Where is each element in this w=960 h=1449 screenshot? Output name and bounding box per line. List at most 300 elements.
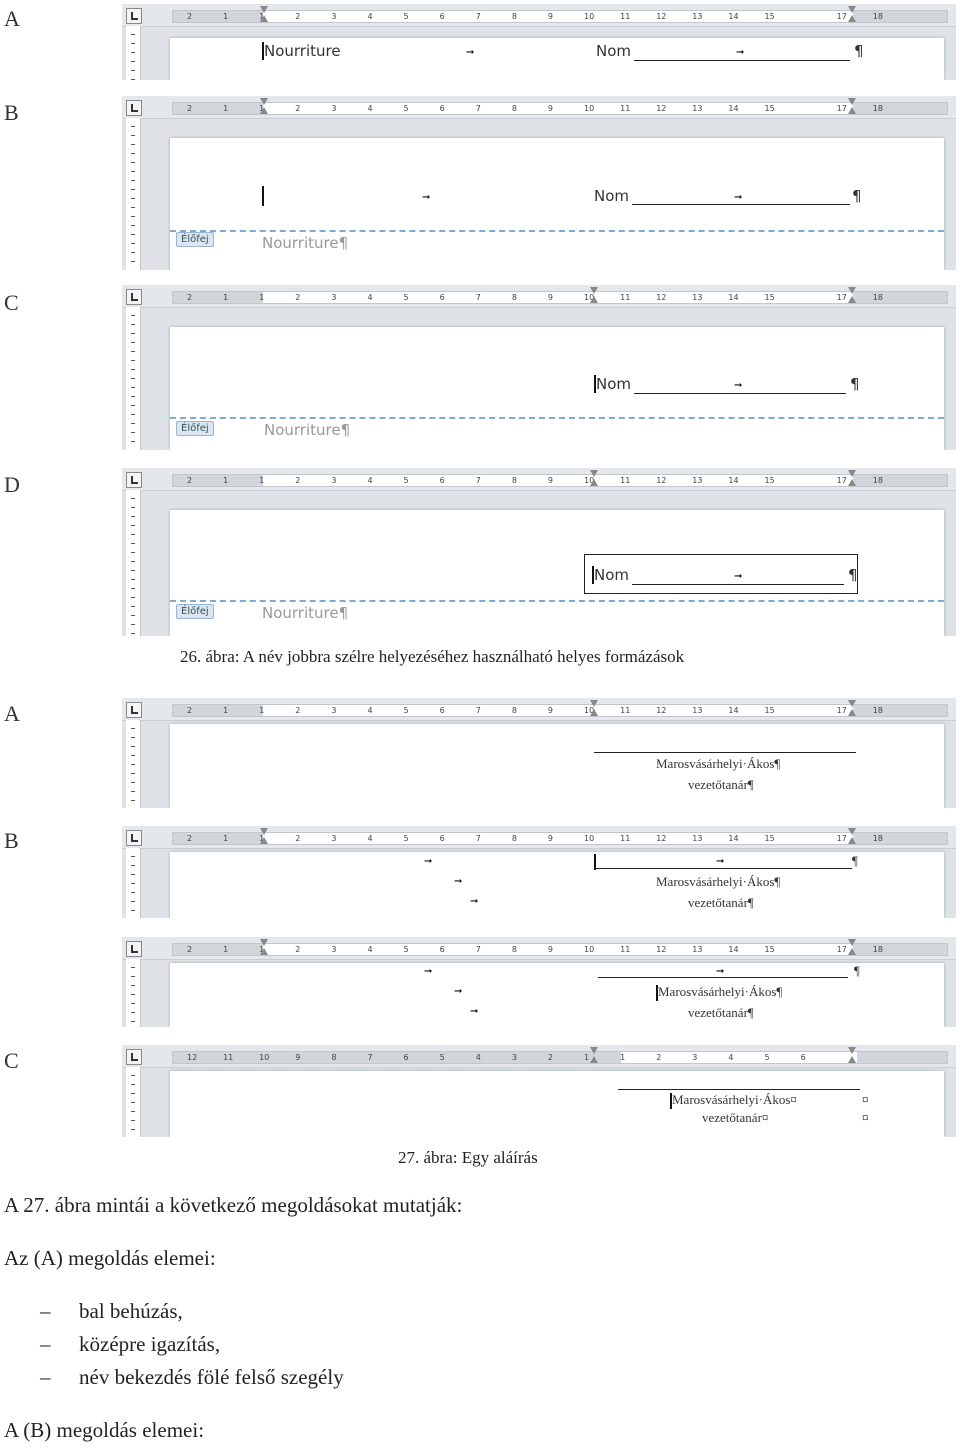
list-item-text: név bekezdés fölé felső szegély bbox=[79, 1365, 344, 1389]
ruler-tick-label: 5 bbox=[764, 1053, 770, 1062]
vertical-ruler bbox=[126, 118, 141, 270]
vertical-ruler-tick bbox=[131, 967, 135, 968]
vertical-ruler-tick bbox=[131, 198, 135, 199]
vertical-ruler-tick bbox=[131, 207, 135, 208]
solution-b-heading: A (B) megoldás elemei: bbox=[4, 1418, 205, 1442]
ruler-tick-label: 1 bbox=[259, 12, 265, 21]
ruler-tick-label: 6 bbox=[439, 834, 445, 843]
screenshot-panel bbox=[122, 96, 956, 270]
ruler-tick-label: 1 bbox=[584, 1053, 590, 1062]
indent-marker-icon[interactable] bbox=[590, 468, 598, 490]
ruler-strip bbox=[172, 291, 948, 304]
document-page bbox=[170, 510, 944, 636]
right-indent-marker-icon[interactable] bbox=[848, 698, 856, 720]
ruler-tick-label: 10 bbox=[584, 476, 595, 485]
ruler-tick-label: 5 bbox=[439, 1053, 445, 1062]
ruler-tick-label: 14 bbox=[728, 476, 739, 485]
ruler-tick-label: 14 bbox=[728, 834, 739, 843]
vertical-ruler-tick bbox=[131, 1129, 135, 1130]
list-dash: – bbox=[40, 1332, 51, 1356]
horizontal-ruler[interactable] bbox=[122, 468, 956, 491]
vertical-ruler-tick bbox=[131, 865, 135, 866]
nom-text: Nom bbox=[596, 42, 632, 60]
ruler-tick-label: 15 bbox=[764, 476, 775, 485]
list-item-text: bal behúzás, bbox=[79, 1299, 183, 1323]
ruler-tick-label: 17 bbox=[836, 476, 847, 485]
vertical-ruler-tick bbox=[131, 588, 135, 589]
ruler-tick-label: 1 bbox=[223, 12, 229, 21]
vertical-ruler-tick bbox=[131, 387, 135, 388]
ruler-tick-label: 9 bbox=[547, 706, 554, 715]
signer-name: Marosvásárhelyi·Ákos¶ bbox=[658, 984, 783, 999]
vertical-ruler bbox=[126, 490, 141, 636]
vertical-ruler-tick bbox=[131, 70, 135, 71]
tab-arrow-icon: ➞ bbox=[734, 571, 743, 582]
tab-arrow-icon: ➞ bbox=[716, 966, 725, 977]
signer-title: vezetőtanár¶ bbox=[688, 895, 754, 910]
header-boundary bbox=[170, 417, 944, 419]
ruler-strip bbox=[172, 10, 948, 23]
ruler-tick-label: 9 bbox=[547, 945, 554, 954]
tab-arrow-icon: ➞ bbox=[424, 856, 433, 867]
ruler-tick-label: 7 bbox=[475, 12, 481, 21]
ruler-tick-label: 3 bbox=[331, 945, 337, 954]
ruler-tick-label: 12 bbox=[656, 834, 667, 843]
signature-line bbox=[634, 60, 850, 61]
ruler-tick-label: 17 bbox=[836, 12, 847, 21]
tab-arrow-icon: ➞ bbox=[734, 380, 743, 391]
ruler-tick-label: 17 bbox=[836, 293, 847, 302]
vertical-ruler-tick bbox=[131, 579, 135, 580]
signer-name: Marosvásárhelyi·Ákos¶ bbox=[656, 756, 781, 771]
vertical-ruler bbox=[126, 848, 141, 918]
ruler-tick-label: 13 bbox=[692, 293, 703, 302]
tab-selector-icon[interactable] bbox=[126, 289, 142, 305]
ruler-tick-label: 6 bbox=[439, 706, 445, 715]
ruler-tick-label: 5 bbox=[403, 834, 409, 843]
tab-arrow-icon: ➞ bbox=[470, 1006, 479, 1017]
horizontal-ruler[interactable] bbox=[122, 698, 956, 721]
vertical-ruler-tick bbox=[131, 342, 135, 343]
ruler-tick-label: 14 bbox=[728, 12, 739, 21]
panel-letter: D bbox=[4, 472, 20, 497]
horizontal-ruler[interactable] bbox=[122, 1045, 956, 1068]
top-border-line bbox=[618, 1089, 860, 1090]
panel-letter: A bbox=[4, 701, 20, 726]
tab-selector-icon[interactable] bbox=[126, 8, 142, 24]
signature-line bbox=[598, 977, 848, 978]
header-tag[interactable]: Élőfej bbox=[176, 421, 214, 436]
ruler-tick-label: 3 bbox=[331, 834, 337, 843]
horizontal-ruler[interactable] bbox=[122, 826, 956, 849]
screenshot-panel bbox=[122, 4, 956, 80]
vertical-ruler-tick bbox=[131, 1093, 135, 1094]
cell-mark: ¤ bbox=[862, 1110, 869, 1125]
figure-27-caption: 27. ábra: Egy aláírás bbox=[398, 1148, 538, 1167]
ruler-strip bbox=[172, 704, 948, 717]
ruler-tick-label: 3 bbox=[331, 293, 337, 302]
ruler-tick-label: 1 bbox=[223, 476, 229, 485]
ruler-tick-label: 8 bbox=[511, 12, 517, 21]
ruler-tick-label: 11 bbox=[620, 476, 631, 485]
horizontal-ruler[interactable] bbox=[122, 4, 956, 27]
document-page bbox=[170, 963, 944, 1027]
ruler-tick-label: 1 bbox=[259, 945, 265, 954]
indent-marker-icon[interactable] bbox=[590, 285, 598, 307]
vertical-ruler-tick bbox=[131, 624, 135, 625]
nom-text: Nom bbox=[596, 375, 632, 393]
ruler-tick-label: 14 bbox=[728, 104, 739, 113]
tab-selector-icon[interactable] bbox=[126, 1049, 142, 1065]
vertical-ruler bbox=[126, 720, 141, 808]
vertical-ruler-tick bbox=[131, 552, 135, 553]
vertical-ruler-tick bbox=[131, 901, 135, 902]
vertical-ruler-tick bbox=[131, 737, 135, 738]
ruler-tick-label: 10 bbox=[584, 945, 595, 954]
ruler-strip bbox=[172, 102, 948, 115]
tab-arrow-icon: ➞ bbox=[422, 192, 431, 203]
vertical-ruler-tick bbox=[131, 728, 135, 729]
ruler-tick-label: 17 bbox=[836, 834, 847, 843]
ruler-tick-label: 2 bbox=[187, 476, 193, 485]
ruler-tick-label: 18 bbox=[872, 945, 883, 954]
ruler-tick-label: 9 bbox=[295, 1053, 301, 1062]
ruler-strip bbox=[172, 1051, 948, 1064]
ruler-tick-label: 9 bbox=[547, 293, 554, 302]
horizontal-ruler[interactable] bbox=[122, 96, 956, 119]
tab-arrow-icon: ➞ bbox=[736, 47, 745, 58]
ruler-tick-label: 12 bbox=[187, 1053, 198, 1062]
ruler-strip bbox=[172, 832, 948, 845]
signature-line bbox=[632, 204, 850, 205]
ruler-tick-label: 2 bbox=[187, 945, 193, 954]
ruler-tick-label: 5 bbox=[403, 945, 409, 954]
document-page bbox=[170, 38, 944, 80]
ruler-tick-label: 7 bbox=[367, 1053, 373, 1062]
indent-marker-icon[interactable] bbox=[260, 4, 268, 26]
indent-marker-icon[interactable] bbox=[260, 96, 268, 118]
vertical-ruler bbox=[126, 959, 141, 1027]
vertical-ruler-tick bbox=[131, 423, 135, 424]
ruler-tick-label: 6 bbox=[439, 104, 445, 113]
vertical-ruler-tick bbox=[131, 606, 135, 607]
ruler-margin bbox=[853, 292, 947, 303]
vertical-ruler-tick bbox=[131, 216, 135, 217]
ruler-strip bbox=[172, 943, 948, 956]
screenshot-panel bbox=[122, 468, 956, 636]
indent-marker-icon[interactable] bbox=[590, 698, 598, 720]
vertical-ruler-tick bbox=[131, 1120, 135, 1121]
pilcrow: ¶ bbox=[848, 566, 858, 584]
ruler-tick-label: 2 bbox=[547, 1053, 554, 1062]
ruler-tick-label: 6 bbox=[439, 293, 445, 302]
vertical-ruler-tick bbox=[131, 1012, 135, 1013]
ruler-tick-label: 2 bbox=[187, 834, 193, 843]
vertical-ruler-tick bbox=[131, 755, 135, 756]
ruler-tick-label: 4 bbox=[367, 945, 373, 954]
screenshot-panel bbox=[122, 1045, 956, 1137]
ruler-tick-label: 18 bbox=[872, 834, 883, 843]
ruler-tick-label: 2 bbox=[295, 12, 301, 21]
vertical-ruler-tick bbox=[131, 1111, 135, 1112]
ruler-margin bbox=[173, 1052, 621, 1063]
signer-title: vezetőtanár¤ bbox=[702, 1110, 769, 1125]
vertical-ruler-tick bbox=[131, 79, 135, 80]
ruler-tick-label: 11 bbox=[620, 834, 631, 843]
vertical-ruler-tick bbox=[131, 1075, 135, 1076]
tab-selector-icon[interactable] bbox=[126, 702, 142, 718]
ruler-tick-label: 8 bbox=[511, 293, 517, 302]
panel-letter: B bbox=[4, 100, 19, 125]
signature-line bbox=[632, 584, 844, 585]
ruler-tick-label: 4 bbox=[728, 1053, 734, 1062]
ruler-tick-label: 14 bbox=[728, 706, 739, 715]
ruler-tick-label: 9 bbox=[547, 476, 554, 485]
vertical-ruler-tick bbox=[131, 43, 135, 44]
indent-marker-icon[interactable] bbox=[590, 1045, 598, 1067]
ruler-tick-label: 3 bbox=[331, 706, 337, 715]
ruler-tick-label: 10 bbox=[584, 12, 595, 21]
vertical-ruler-tick bbox=[131, 1102, 135, 1103]
ruler-tick-label: 3 bbox=[511, 1053, 517, 1062]
indent-marker-icon[interactable] bbox=[260, 826, 268, 848]
ruler-tick-label: 14 bbox=[728, 293, 739, 302]
header-tag[interactable]: Élőfej bbox=[176, 232, 214, 247]
ruler-strip bbox=[172, 474, 948, 487]
horizontal-ruler[interactable] bbox=[122, 937, 956, 960]
ruler-tick-label: 5 bbox=[403, 476, 409, 485]
tab-selector-icon[interactable] bbox=[126, 830, 142, 846]
vertical-ruler-tick bbox=[131, 144, 135, 145]
ruler-tick-label: 2 bbox=[187, 293, 193, 302]
vertical-ruler-tick bbox=[131, 791, 135, 792]
right-indent-marker-icon[interactable] bbox=[848, 4, 856, 26]
ruler-tick-label: 6 bbox=[403, 1053, 409, 1062]
vertical-ruler-tick bbox=[131, 534, 135, 535]
ruler-tick-label: 13 bbox=[692, 104, 703, 113]
tab-arrow-icon: ➞ bbox=[716, 856, 725, 867]
ruler-tick-label: 1 bbox=[259, 104, 265, 113]
signer-title: vezetőtanár¶ bbox=[688, 1005, 754, 1020]
ruler-tick-label: 7 bbox=[475, 104, 481, 113]
document-page bbox=[170, 1071, 944, 1137]
vertical-ruler-tick bbox=[131, 615, 135, 616]
ruler-margin bbox=[853, 103, 947, 114]
ruler-tick-label: 8 bbox=[511, 706, 517, 715]
indent-marker-icon[interactable] bbox=[260, 937, 268, 959]
ruler-tick-label: 2 bbox=[295, 104, 301, 113]
pilcrow: ¶ bbox=[852, 187, 862, 205]
vertical-ruler-tick bbox=[131, 34, 135, 35]
signer-name: Marosvásárhelyi·Ákos¶ bbox=[656, 874, 781, 889]
vertical-ruler-tick bbox=[131, 800, 135, 801]
vertical-ruler-tick bbox=[131, 994, 135, 995]
vertical-ruler-tick bbox=[131, 252, 135, 253]
tab-arrow-icon: ➞ bbox=[424, 966, 433, 977]
header-nourriture-text: Nourriture¶ bbox=[262, 604, 349, 622]
ruler-margin bbox=[853, 11, 947, 22]
ruler-tick-label: 2 bbox=[295, 706, 301, 715]
vertical-ruler-tick bbox=[131, 378, 135, 379]
vertical-ruler-tick bbox=[131, 1084, 135, 1085]
right-indent-marker-icon[interactable] bbox=[848, 1045, 856, 1067]
ruler-tick-label: 15 bbox=[764, 706, 775, 715]
ruler-tick-label: 12 bbox=[656, 945, 667, 954]
vertical-ruler-tick bbox=[131, 498, 135, 499]
ruler-tick-label: 17 bbox=[836, 945, 847, 954]
ruler-tick-label: 15 bbox=[764, 104, 775, 113]
top-border-line bbox=[594, 752, 856, 753]
ruler-tick-label: 14 bbox=[728, 945, 739, 954]
vertical-ruler-tick bbox=[131, 360, 135, 361]
ruler-tick-label: 11 bbox=[620, 293, 631, 302]
ruler-tick-label: 1 bbox=[223, 945, 229, 954]
signature-line bbox=[596, 868, 852, 869]
vertical-ruler-tick bbox=[131, 746, 135, 747]
header-nourriture-text: Nourriture¶ bbox=[264, 421, 351, 439]
vertical-ruler-tick bbox=[131, 516, 135, 517]
tab-arrow-icon: ➞ bbox=[470, 896, 479, 907]
ruler-tick-label: 6 bbox=[800, 1053, 806, 1062]
figure-26-caption: 26. ábra: A név jobbra szélre helyezéséhez használható helyes formázások bbox=[180, 647, 685, 666]
vertical-ruler-tick bbox=[131, 570, 135, 571]
ruler-tick-label: 5 bbox=[403, 706, 409, 715]
tab-selector-icon[interactable] bbox=[126, 100, 142, 116]
ruler-tick-label: 5 bbox=[403, 12, 409, 21]
ruler-tick-label: 13 bbox=[692, 12, 703, 21]
vertical-ruler bbox=[126, 1067, 141, 1137]
ruler-margin bbox=[853, 833, 947, 844]
ruler-tick-label: 10 bbox=[259, 1053, 270, 1062]
pilcrow: ¶ bbox=[852, 853, 858, 868]
vertical-ruler-tick bbox=[131, 856, 135, 857]
panel-letter: C bbox=[4, 1048, 19, 1073]
ruler-tick-label: 2 bbox=[295, 293, 301, 302]
right-indent-marker-icon[interactable] bbox=[848, 96, 856, 118]
right-indent-marker-icon[interactable] bbox=[848, 285, 856, 307]
panel-letter: C bbox=[4, 290, 19, 315]
header-tag[interactable]: Élőfej bbox=[176, 604, 214, 619]
ruler-tick-label: 1 bbox=[259, 476, 265, 485]
ruler-tick-label: 7 bbox=[475, 293, 481, 302]
ruler-tick-label: 4 bbox=[367, 104, 373, 113]
ruler-tick-label: 4 bbox=[367, 476, 373, 485]
ruler-tick-label: 4 bbox=[367, 834, 373, 843]
ruler-tick-label: 17 bbox=[836, 706, 847, 715]
list-item bbox=[40, 1332, 221, 1357]
ruler-tick-label: 1 bbox=[223, 834, 229, 843]
pilcrow: ¶ bbox=[850, 375, 860, 393]
ruler-tick-label: 6 bbox=[439, 476, 445, 485]
tab-selector-icon[interactable] bbox=[126, 941, 142, 957]
vertical-ruler-tick bbox=[131, 507, 135, 508]
ruler-tick-label: 15 bbox=[764, 945, 775, 954]
ruler-tick-label: 9 bbox=[547, 104, 554, 113]
vertical-ruler-tick bbox=[131, 976, 135, 977]
ruler-tick-label: 10 bbox=[584, 706, 595, 715]
ruler-margin bbox=[853, 944, 947, 955]
list-dash: – bbox=[40, 1365, 51, 1389]
right-indent-marker-icon[interactable] bbox=[848, 937, 856, 959]
vertical-ruler-tick bbox=[131, 773, 135, 774]
panel-letter: B bbox=[4, 828, 19, 853]
signer-name: Marosvásárhelyi·Ákos¤ bbox=[672, 1092, 797, 1107]
ruler-tick-label: 2 bbox=[295, 945, 301, 954]
ruler-tick-label: 2 bbox=[187, 104, 193, 113]
ruler-tick-label: 12 bbox=[656, 476, 667, 485]
ruler-tick-label: 1 bbox=[223, 104, 229, 113]
ruler-tick-label: 7 bbox=[475, 834, 481, 843]
vertical-ruler-tick bbox=[131, 52, 135, 53]
ruler-tick-label: 15 bbox=[764, 293, 775, 302]
vertical-ruler-tick bbox=[131, 189, 135, 190]
ruler-tick-label: 10 bbox=[584, 104, 595, 113]
intro-paragraph: A 27. ábra mintái a következő megoldásokat mutatják: bbox=[4, 1193, 463, 1217]
list-item-text: középre igazítás, bbox=[79, 1332, 221, 1356]
ruler-tick-label: 18 bbox=[872, 104, 883, 113]
ruler-tick-label: 7 bbox=[475, 706, 481, 715]
cell-mark: ¤ bbox=[862, 1092, 869, 1107]
ruler-tick-label: 9 bbox=[547, 834, 554, 843]
right-indent-marker-icon[interactable] bbox=[848, 826, 856, 848]
pilcrow: ¶ bbox=[854, 42, 864, 60]
screenshot-panel bbox=[122, 937, 956, 1027]
vertical-ruler-tick bbox=[131, 405, 135, 406]
ruler-tick-label: 1 bbox=[259, 834, 265, 843]
document-page bbox=[170, 327, 944, 450]
ruler-tick-label: 6 bbox=[439, 12, 445, 21]
vertical-ruler-tick bbox=[131, 910, 135, 911]
screenshot-panel bbox=[122, 285, 956, 450]
vertical-ruler-tick bbox=[131, 764, 135, 765]
ruler-tick-label: 8 bbox=[511, 945, 517, 954]
vertical-ruler-tick bbox=[131, 561, 135, 562]
header-boundary bbox=[170, 600, 944, 602]
vertical-ruler-tick bbox=[131, 441, 135, 442]
ruler-tick-label: 2 bbox=[187, 12, 193, 21]
vertical-ruler-tick bbox=[131, 414, 135, 415]
ruler-tick-label: 5 bbox=[403, 293, 409, 302]
text-cursor bbox=[262, 186, 264, 206]
ruler-tick-label: 13 bbox=[692, 706, 703, 715]
ruler-tick-label: 1 bbox=[620, 1053, 626, 1062]
vertical-ruler-tick bbox=[131, 892, 135, 893]
ruler-tick-label: 12 bbox=[656, 293, 667, 302]
ruler-tick-label: 1 bbox=[259, 293, 265, 302]
list-item bbox=[40, 1365, 344, 1390]
ruler-tick-label: 2 bbox=[187, 706, 193, 715]
solution-a-heading: Az (A) megoldás elemei: bbox=[4, 1246, 216, 1270]
ruler-tick-label: 15 bbox=[764, 12, 775, 21]
ruler-tick-label: 1 bbox=[223, 706, 229, 715]
vertical-ruler-tick bbox=[131, 324, 135, 325]
vertical-ruler-tick bbox=[131, 1003, 135, 1004]
right-indent-marker-icon[interactable] bbox=[848, 468, 856, 490]
vertical-ruler-tick bbox=[131, 180, 135, 181]
ruler-tick-label: 13 bbox=[692, 834, 703, 843]
ruler-tick-label: 18 bbox=[872, 706, 883, 715]
ruler-tick-label: 2 bbox=[656, 1053, 662, 1062]
pilcrow: ¶ bbox=[854, 963, 860, 978]
horizontal-ruler[interactable] bbox=[122, 285, 956, 308]
ruler-tick-label: 12 bbox=[656, 104, 667, 113]
ruler-tick-label: 4 bbox=[475, 1053, 481, 1062]
tab-selector-icon[interactable] bbox=[126, 472, 142, 488]
vertical-ruler bbox=[126, 307, 141, 450]
ruler-tick-label: 11 bbox=[620, 104, 631, 113]
document-page bbox=[170, 852, 944, 918]
ruler-tick-label: 10 bbox=[584, 293, 595, 302]
